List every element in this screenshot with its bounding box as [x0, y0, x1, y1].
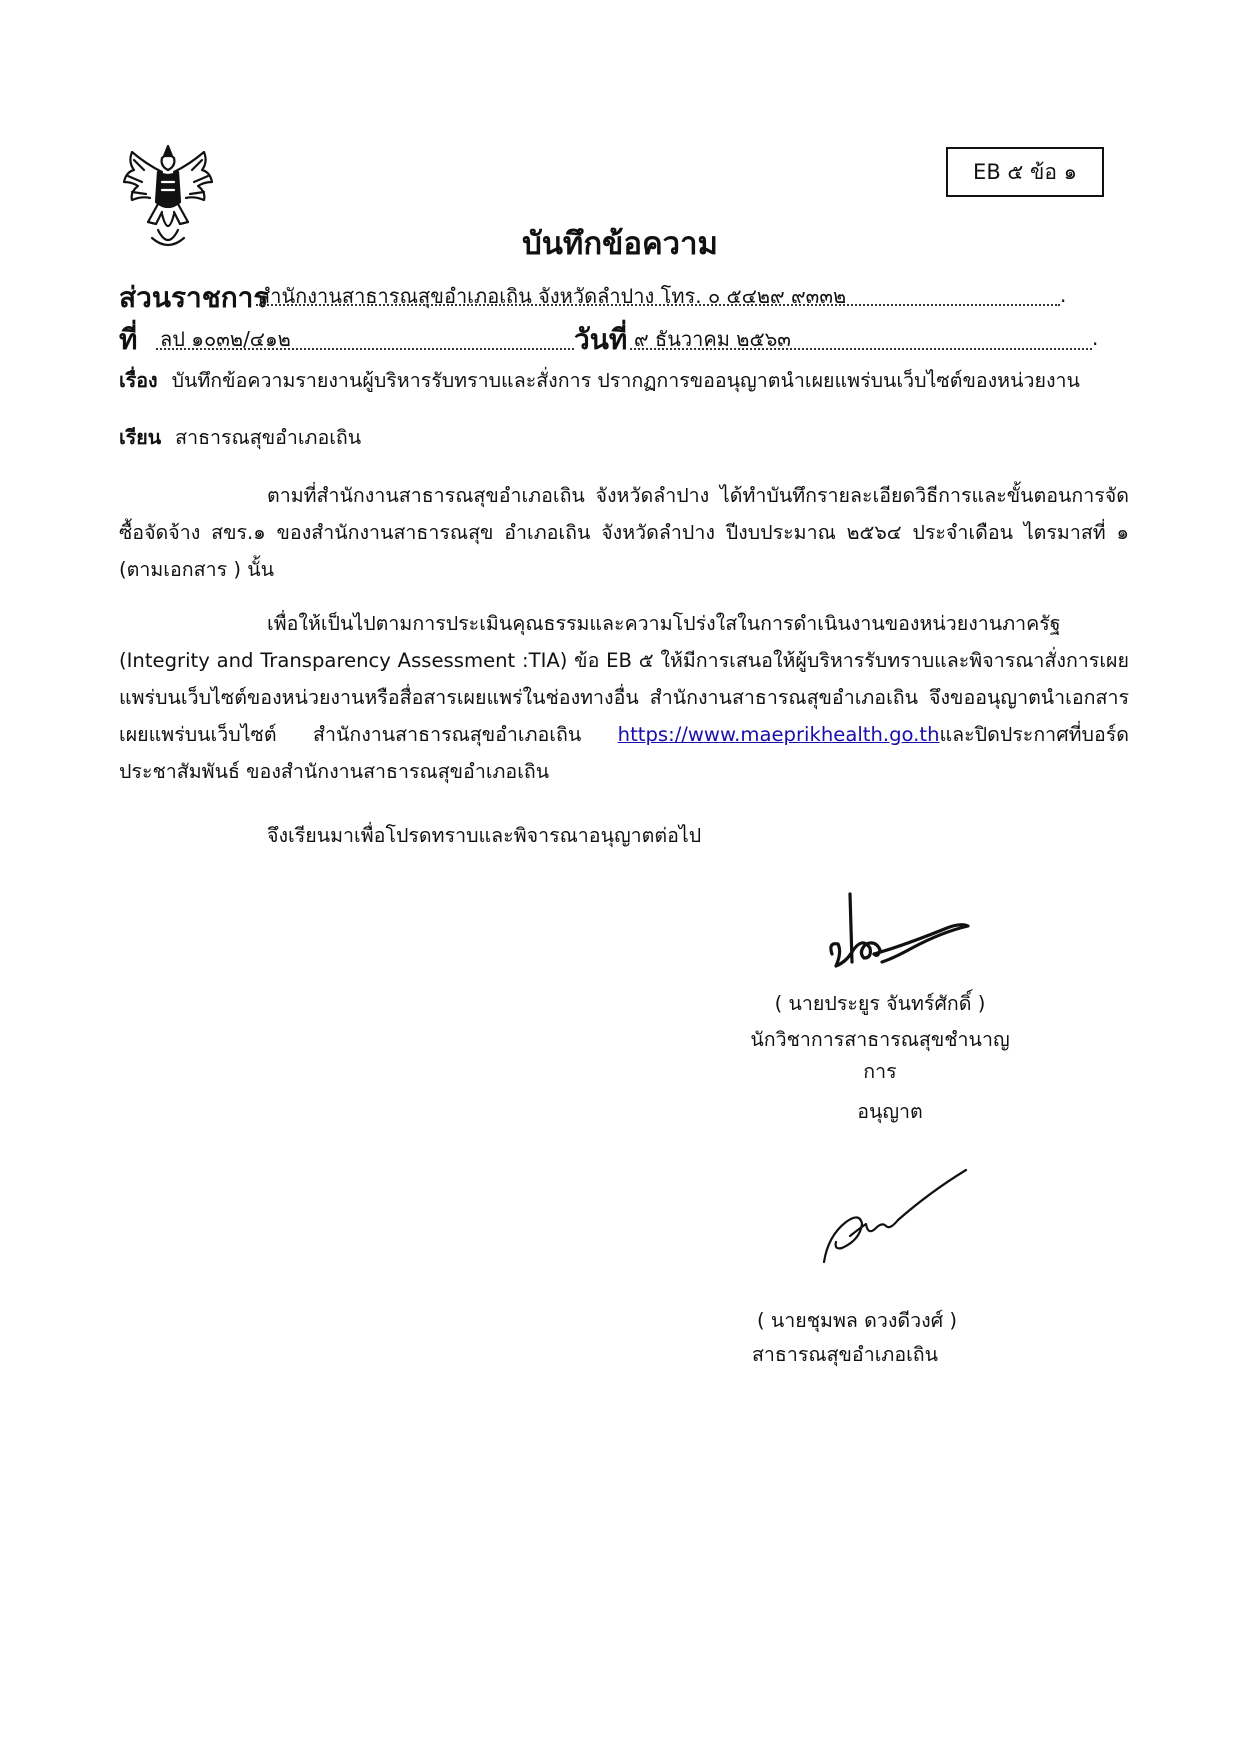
ref-value: ลป ๑๐๓๒/๔๑๒: [160, 327, 291, 351]
body-paragraph-3: จึงเรียนมาเพื่อโปรดทราบและพิจารณาอนุญาตต่อไป: [267, 824, 702, 847]
signer-1-position: นักวิชาการสาธารณสุขชำนาญการ: [750, 1028, 1010, 1083]
approval-text: อนุญาต: [857, 1100, 923, 1123]
date-dotted-line: [630, 348, 1092, 350]
signature-1-image: [822, 892, 972, 980]
body-paragraph-2: [119, 605, 1129, 790]
body-paragraph-1: ตามที่สำนักงานสาธารณสุขอำเภอเถิน จังหวัดลำปาง ได้ทำบันทึกรายละเอียดวิธีการและขั้นตอนการจัดซื้อจัดจ้าง สขร.๑ ของสำนักงานสาธารณสุข อำเภอเถิน จังหวัดลำปาง ปีงบประมาณ ๒๕๖๔ ประจำเดือน ไตรมาสที่ ๑ (ตามเอกสาร ) นั้น: [119, 484, 1129, 581]
agency-line-end: .: [1060, 283, 1067, 307]
ref-label: ที่: [119, 323, 138, 356]
date-value: ๙ ธันวาคม ๒๕๖๓: [634, 327, 791, 351]
signer-2-position: สาธารณสุขอำเภอเถิน: [751, 1343, 939, 1366]
paragraph-2-text-after-link: และปิดประกาศที่บอร์ดประชาสัมพันธ์ ของสำนักงานสาธารณสุขอำเภอเถิน: [119, 723, 1129, 783]
ref-dotted-line: [156, 348, 574, 350]
signer-1-name: ( นายประยูร จันทร์ศักดิ์ ): [774, 992, 986, 1015]
document-title: บันทึกข้อความ: [522, 226, 718, 262]
date-line-end: .: [1092, 326, 1099, 350]
salutation-line: [119, 419, 361, 456]
date-label: วันที่: [574, 323, 628, 356]
agency-dotted-line: [256, 304, 1060, 306]
salutation-label: เรียน: [119, 426, 162, 449]
website-link[interactable]: https://www.maeprikhealth.go.th: [617, 723, 940, 746]
eb-reference-box: EB ๕ ข้อ ๑: [946, 147, 1104, 197]
agency-value: สำนักงานสาธารณสุขอำเภอเถิน จังหวัดลำปาง โทร. ๐ ๕๔๒๙ ๙๓๓๒: [258, 284, 847, 308]
subject-line: [119, 362, 1129, 399]
paragraph-2-text-before-link: เพื่อให้เป็นไปตามการประเมินคุณธรรมและความโปร่งใสในการดำเนินงานของหน่วยงานภาครัฐ (Integrity and Transparency Assessment :TIA) ข้อ EB ๕ ให้มีการเสนอให้ผู้บริหารรับทราบและพิจารณาสั่งการเผยแพร่บนเว็บไซต์ของหน่วยงานหรือสื่อสารเผยแพร่ในช่องทางอื่น สำนักงานสาธารณสุขอำเภอเถิน จึงขออนุญาตนำเอกสารเผยแพร่บนเว็บไซต์ สำนักงานสาธารณสุขอำเภอเถิน: [119, 612, 1129, 746]
signer-2-name: ( นายชุมพล ดวงดีวงศ์ ): [756, 1309, 957, 1332]
subject-value: บันทึกข้อความรายงานผู้บริหารรับทราบและสั่งการ ปรากฏการขออนุญาตนำเผยแพร่บนเว็บไซต์ของหน่วยงาน: [171, 369, 1080, 392]
signature-2-image: [820, 1166, 970, 1266]
agency-label: ส่วนราชการ: [119, 281, 269, 314]
subject-label: เรื่อง: [119, 369, 158, 392]
salutation-value: สาธารณสุขอำเภอเถิน: [175, 426, 362, 449]
